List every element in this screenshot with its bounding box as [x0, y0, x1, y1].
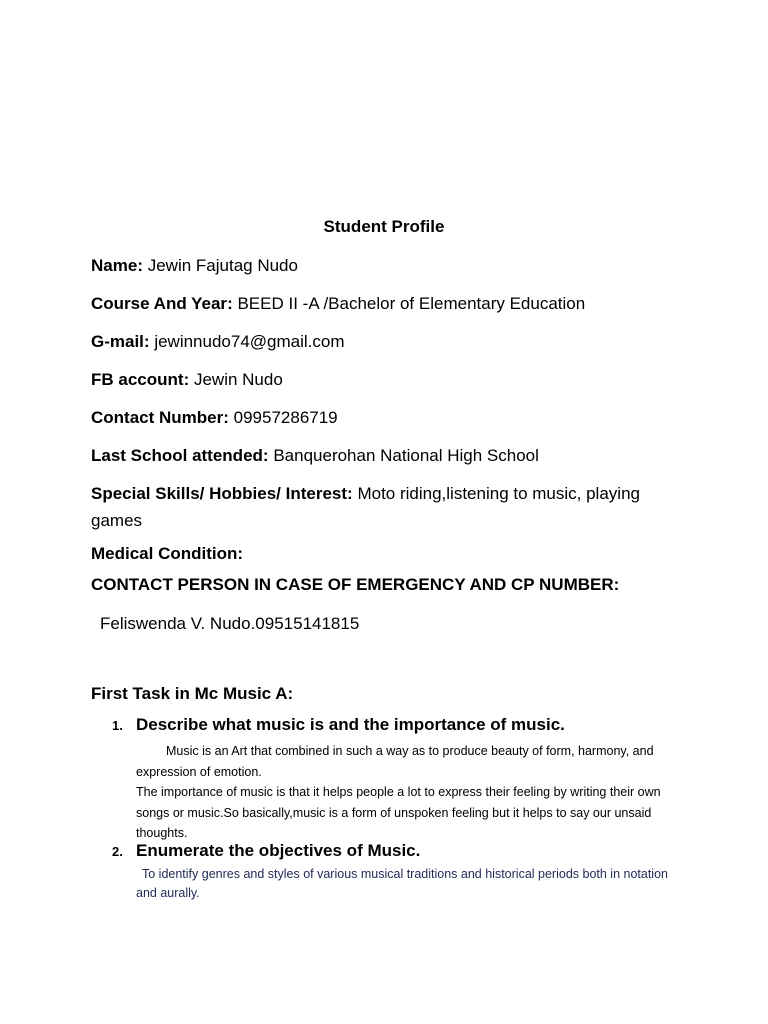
field-contact-number: Contact Number: 09957286719: [91, 408, 338, 427]
task-title: First Task in Mc Music A:: [91, 684, 294, 703]
question-2: [112, 841, 420, 861]
field-label: FB account: [91, 370, 184, 389]
field-label: Special Skills/ Hobbies/ Interest: [91, 484, 348, 503]
question-text: Enumerate the objectives of Music.: [136, 841, 421, 860]
answer-1: [136, 741, 676, 844]
field-value: jewinnudo74@gmail.com: [154, 332, 345, 351]
emergency-contact: Feliswenda V. Nudo.09515141815: [100, 614, 360, 633]
page-title: Student Profile: [323, 217, 445, 236]
question-number: 1.: [112, 718, 123, 733]
field-name: Name: Jewin Fajutag Nudo: [91, 256, 298, 275]
field-label: G-mail: [91, 332, 144, 351]
field-value: Moto riding,listening to music, playing games: [91, 484, 640, 530]
answer-2: [136, 865, 676, 903]
field-special-skills: Special Skills/ Hobbies/ Interest: Moto riding,listening to music, playing games: [91, 484, 640, 530]
field-fb-account: FB account: Jewin Nudo: [91, 370, 283, 389]
field-label: Last School attended: [91, 446, 263, 465]
field-label: Course And Year: [91, 294, 228, 313]
field-gmail: G-mail: jewinnudo74@gmail.com: [91, 332, 345, 351]
field-label: Name: [91, 256, 138, 275]
field-label: Medical Condition: [91, 544, 238, 563]
answer-paragraph: Music is an Art that combined in such a way as to produce beauty of form, harmony, and expression of emotion.: [136, 744, 654, 779]
field-label: Contact Number: [91, 408, 224, 427]
emergency-heading: CONTACT PERSON IN CASE OF EMERGENCY AND CP NUMBER:: [91, 575, 620, 594]
question-number: 2.: [112, 844, 123, 859]
field-last-school: Last School attended: Banquerohan National High School: [91, 446, 539, 465]
field-course-and-year: Course And Year: BEED II -A /Bachelor of Elementary Education: [91, 294, 586, 313]
field-value: Banquerohan National High School: [273, 446, 539, 465]
field-value: Jewin Fajutag Nudo: [147, 256, 298, 275]
field-medical-condition: Medical Condition:: [91, 544, 244, 563]
field-value: BEED II -A /Bachelor of Elementary Education: [237, 294, 586, 313]
answer-paragraph: The importance of music is that it helps people a lot to express their feeling by writing their own songs or music.So basically,music is a form of unspoken feeling but it helps to say our unsaid thoughts.: [136, 785, 661, 840]
question-text: Describe what music is and the importance of music.: [136, 715, 565, 734]
field-value: 09957286719: [233, 408, 338, 427]
field-value: Jewin Nudo: [193, 370, 283, 389]
question-1: [112, 715, 565, 735]
answer-paragraph: To identify genres and styles of various musical traditions and historical periods both in notation and aurally.: [136, 867, 668, 900]
